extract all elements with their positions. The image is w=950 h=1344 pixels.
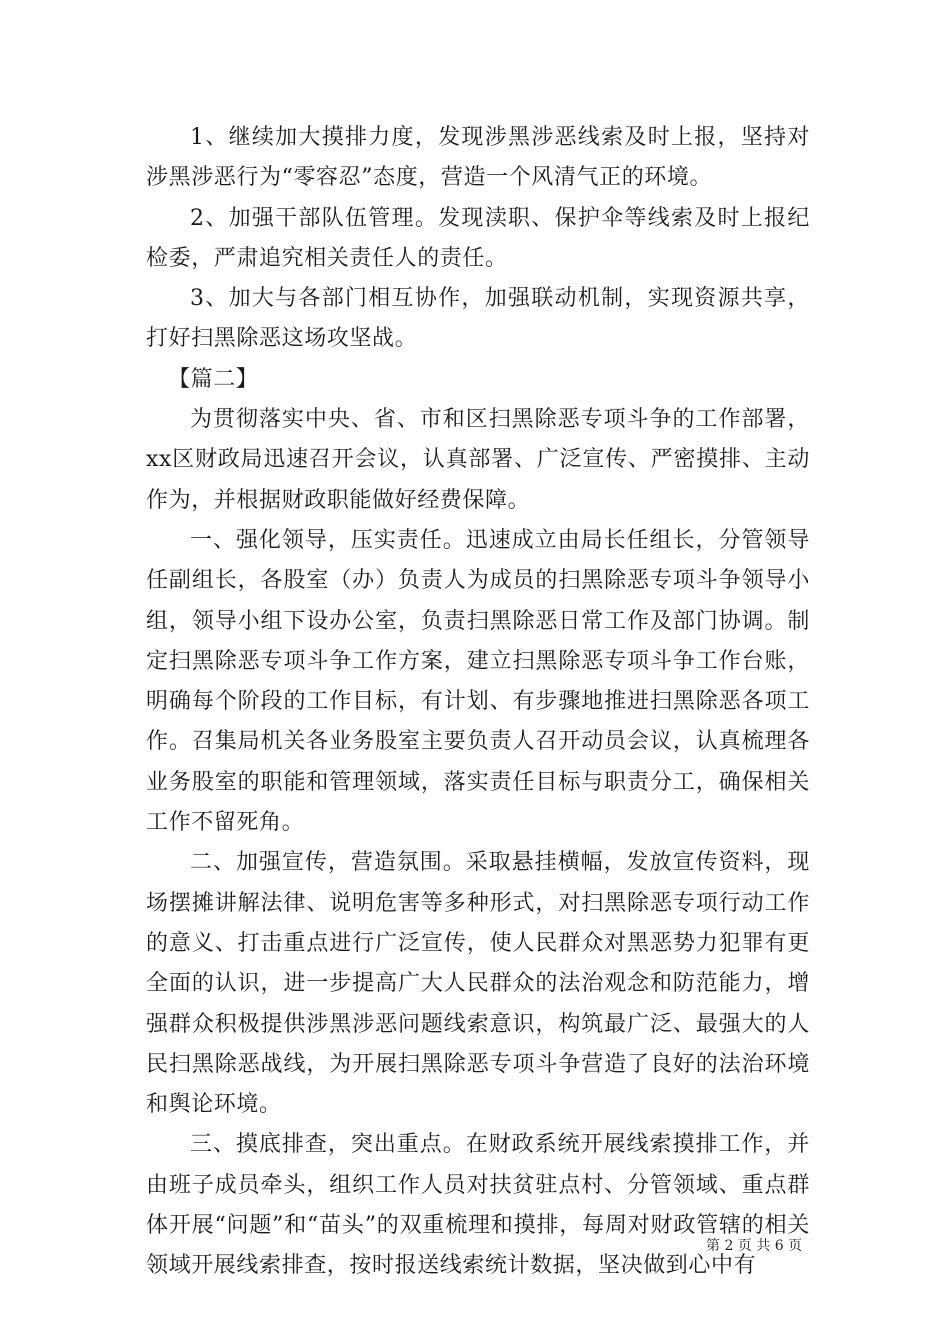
document-body — [146, 118, 810, 1287]
section-heading: 【篇二】 — [168, 366, 259, 392]
paragraph-item-3: 3、加大与各部门相互协作，加强联动机制，实现资源共享，打好扫黑除恶这场攻坚战。 — [146, 286, 810, 352]
intro-paragraph: 为贯彻落实中央、省、市和区扫黑除恶专项斗争的工作部署，xx区财政局迅速召开会议，认真部署、广泛宣传、严密摸排、主动作为，并根据财政职能做好经费保障。 — [146, 407, 810, 513]
paragraph-section-2: 二、加强宣传，营造氛围。采取悬挂横幅，发放宣传资料，现场摆摊讲解法律、说明危害等多种形式，对扫黑除恶专项行动工作的意义、打击重点进行广泛宣传，使人民群众对黑恶势力犯罪有更全面的认识，进一步提高广大人民群众的法治观念和防范能力，增强群众积极提供涉黑涉恶问题线索意识，构筑最广泛、最强大的人民扫黑除恶战线，为开展扫黑除恶专项斗争营造了良好的法治环境和舆论环境。 — [146, 850, 810, 1118]
paragraph-section-3: 三、摸底排查，突出重点。在财政系统开展线索摸排工作，并由班子成员牵头，组织工作人员对扶贫驻点村、分管领域、重点群体开展“问题”和“苗头”的双重梳理和摸排，每周对财政管辖的相关领域开展线索排查，按时报送线索统计数据，坚决做到心中有 — [146, 1132, 810, 1279]
paragraph-item-1: 1、继续加大摸排力度，发现涉黑涉恶线索及时上报，坚持对涉黑涉恶行为“零容忍”态度，营造一个风清气正的环境。 — [146, 125, 810, 191]
page-number: 第 2 页 共 6 页 — [706, 1238, 803, 1254]
paragraph-item-2: 2、加强干部队伍管理。发现渎职、保护伞等线索及时上报纪检委，严肃追究相关责任人的责任。 — [146, 205, 810, 271]
paragraph-section-1: 一、强化领导，压实责任。迅速成立由局长任组长，分管领导任副组长，各股室（办）负责人为成员的扫黑除恶专项斗争领导小组，领导小组下设办公室，负责扫黑除恶日常工作及部门协调。制定扫黑除恶专项斗争工作方案，建立扫黑除恶专项斗争工作台账，明确每个阶段的工作目标，有计划、有步骤地推进扫黑除恶各项工作。召集局机关各业务股室主要负责人召开动员会议，认真梳理各业务股室的职能和管理领域，落实责任目标与职责分工，确保相关工作不留死角。 — [146, 527, 810, 836]
